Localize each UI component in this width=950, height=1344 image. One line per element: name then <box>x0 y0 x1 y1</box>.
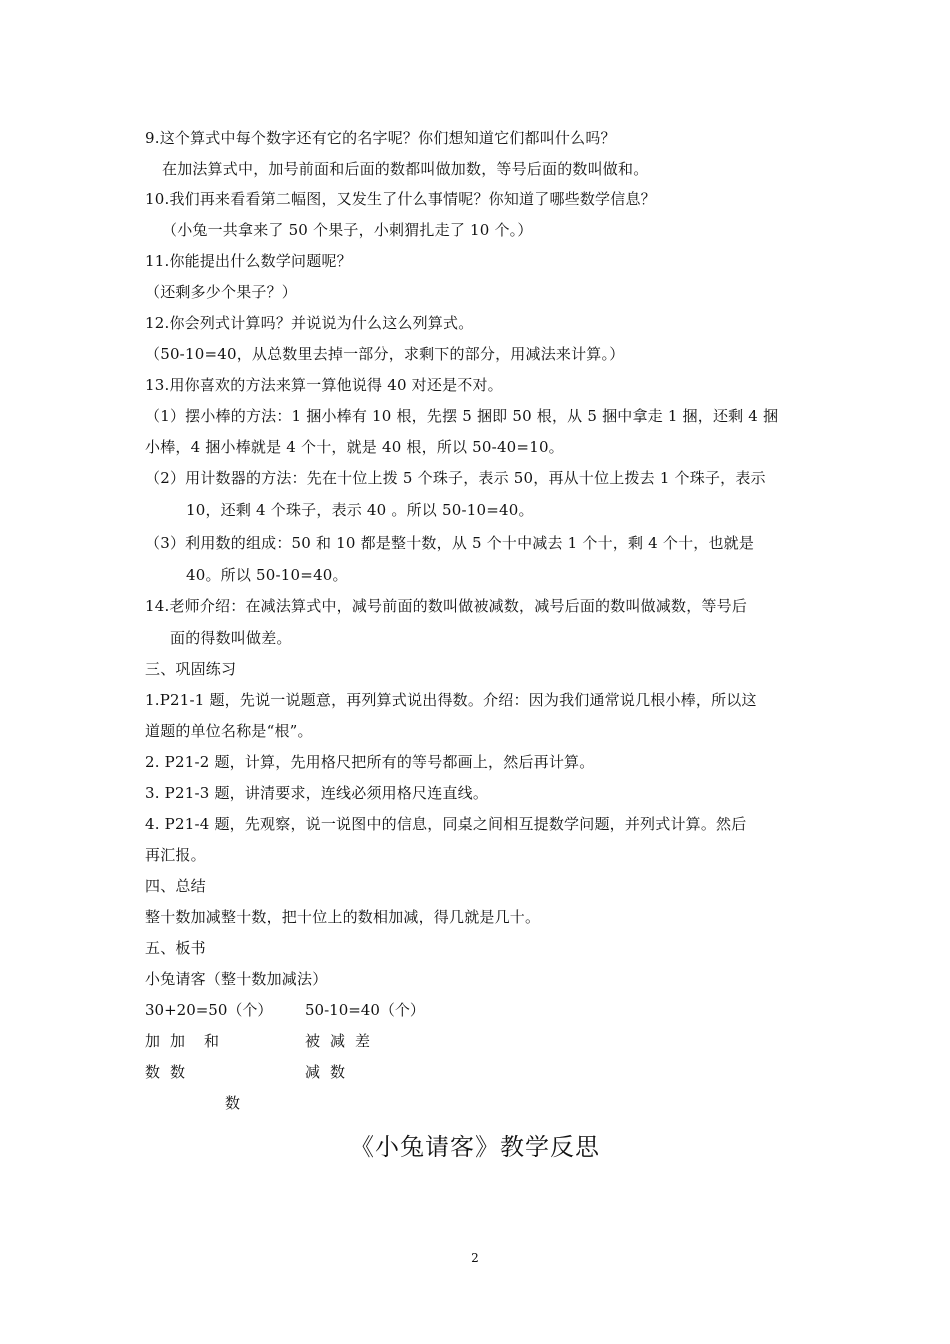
board-label-addend-2-bottom: 数 <box>170 1063 186 1081</box>
question-13: 13.用你喜欢的方法来算一算他说得 40 对还是不对。 <box>145 376 503 394</box>
board-label-subtrahend-top: 减 <box>330 1032 346 1050</box>
practice-2: 2. P21-2 题，计算，先用格尺把所有的等号都画上，然后再计算。 <box>145 753 595 771</box>
method-3-line-2: 40。所以 50-10=40。 <box>186 566 348 584</box>
board-label-subtrahend-bottom: 数 <box>330 1063 346 1081</box>
board-label-addend-2-top: 加 <box>170 1032 186 1050</box>
board-title: 小兔请客（整十数加减法） <box>145 970 328 988</box>
board-label-minuend-top: 被 <box>305 1032 321 1050</box>
question-11: 11.你能提出什么数学问题呢？ <box>145 252 352 270</box>
question-10: 10.我们再来看看第二幅图，又发生了什么事情呢？你知道了哪些数学信息？ <box>145 190 656 208</box>
practice-1-line-2: 道题的单位名称是“根”。 <box>145 722 313 740</box>
board-subtraction-equation: 50-10=40（个） <box>305 1001 425 1019</box>
method-3-line-1: （3）利用数的组成：50 和 10 都是整十数，从 5 个十中减去 1 个十，剩 4 个十，也就是 <box>145 534 755 552</box>
question-14-line-1: 14.老师介绍：在减法算式中，减号前面的数叫做被减数，减号后面的数叫做减数，等号后 <box>145 597 748 615</box>
reflection-title: 《小兔请客》教学反思 <box>350 1133 600 1161</box>
practice-4-line-1: 4. P21-4 题，先观察，说一说图中的信息，同桌之间相互提数学问题，并列式计算。然后 <box>145 815 747 833</box>
question-12: 12.你会列式计算吗？并说说为什么这么列算式。 <box>145 314 474 332</box>
section-heading-board: 五、板书 <box>145 939 206 957</box>
method-1-line-2: 小棒，4 捆小棒就是 4 个十，就是 40 根，所以 50-40=10。 <box>145 438 564 456</box>
method-2-line-2: 10，还剩 4 个珠子，表示 40 。所以 50-10=40。 <box>186 501 534 519</box>
answer-12: （50-10=40，从总数里去掉一部分，求剩下的部分，用减法来计算。） <box>145 345 625 363</box>
method-1-line-1: （1）摆小棒的方法：1 捆小棒有 10 根，先摆 5 捆即 50 根，从 5 捆中拿走 1 捆，还剩 4 捆 <box>145 407 779 425</box>
section-heading-summary: 四、总结 <box>145 877 206 895</box>
board-label-sum: 和 <box>204 1032 220 1050</box>
board-label-addend-1-top: 加 <box>145 1032 161 1050</box>
answer-10: （小兔一共拿来了 50 个果子，小刺猬扎走了 10 个。） <box>162 221 533 239</box>
question-14-line-2: 面的得数叫做差。 <box>170 629 292 647</box>
section-heading-practice: 三、巩固练习 <box>145 660 237 678</box>
practice-4-line-2: 再汇报。 <box>145 846 206 864</box>
answer-11: （还剩多少个果子？） <box>145 283 298 301</box>
summary-text: 整十数加减整十数，把十位上的数相加减，得几就是几十。 <box>145 908 541 926</box>
page-number: 2 <box>471 1251 479 1265</box>
practice-1-line-1: 1.P21-1 题，先说一说题意，再列算式说出得数。介绍：因为我们通常说几根小棒，所以这 <box>145 691 757 709</box>
method-2-line-1: （2）用计数器的方法：先在十位上拨 5 个珠子，表示 50，再从十位上拨去 1 个珠子，表示 <box>145 469 766 487</box>
answer-9: 在加法算式中，加号前面和后面的数都叫做加数，等号后面的数叫做和。 <box>162 160 649 178</box>
practice-3: 3. P21-3 题，讲清要求，连线必须用格尺连直线。 <box>145 784 489 802</box>
board-addition-equation: 30+20=50（个） <box>145 1001 273 1019</box>
question-9: 9.这个算式中每个数字还有它的名字呢？你们想知道它们都叫什么吗？ <box>145 129 616 147</box>
board-label-difference: 差 <box>355 1032 371 1050</box>
board-label-minuend-middle: 减 <box>305 1063 321 1081</box>
board-label-minuend-bottom: 数 <box>225 1094 241 1112</box>
board-label-addend-1-bottom: 数 <box>145 1063 161 1081</box>
